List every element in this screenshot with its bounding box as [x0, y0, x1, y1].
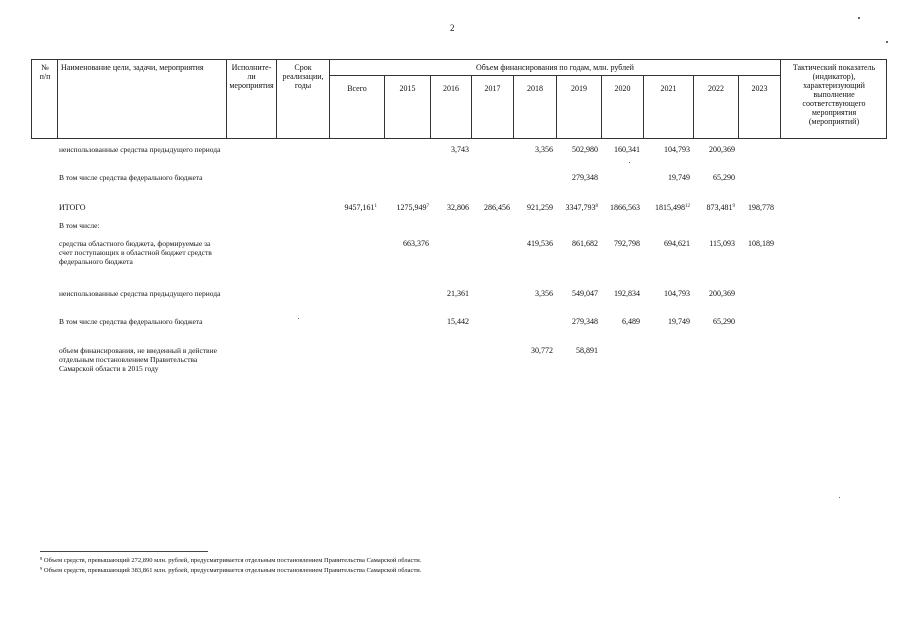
scan-speck [629, 162, 630, 163]
value-number: 9457,161 [344, 203, 375, 212]
page-number: 2 [450, 23, 455, 33]
header-name: Наименование цели, задачи, мероприятия [61, 63, 204, 72]
value-number: 198,778 [748, 203, 774, 212]
value-cell [644, 239, 690, 248]
footnote-reference: 9 [732, 204, 735, 209]
value-cell [507, 203, 553, 212]
value-cell [464, 203, 510, 212]
value-number: 1275,949 [396, 203, 427, 212]
value-number: 3,743 [451, 145, 469, 154]
value-cell [644, 203, 690, 212]
footnote-reference: 7 [426, 204, 429, 209]
row-label: неиспользованные средства предыдущего периода [59, 289, 221, 298]
value-cell [644, 145, 690, 154]
value-cell [552, 346, 598, 355]
value-cell [689, 145, 735, 154]
value-cell [594, 145, 640, 154]
row-label: неиспользованные средства предыдущего периода [59, 145, 221, 154]
value-cell [594, 239, 640, 248]
value-cell [383, 239, 429, 248]
value-number: 3347,793 [565, 203, 596, 212]
value-cell [644, 173, 690, 182]
value-number: 6,489 [622, 317, 640, 326]
header-executor: Исполните- ли мероприятия [229, 63, 274, 90]
value-number: 502,980 [572, 145, 598, 154]
footnote-reference: 1 [374, 204, 377, 209]
row-label: средства областного бюджета, формируемые за счет поступающих в областной бюджет средств федерального бюджета [59, 239, 212, 266]
value-number: 694,621 [664, 239, 690, 248]
value-number: 30,772 [531, 346, 553, 355]
value-number: 1866,563 [610, 203, 640, 212]
header-term: Срок реализации, годы [282, 63, 324, 90]
scan-speck [298, 318, 299, 319]
footnote-mark: 9 [40, 566, 43, 571]
value-number: 921,259 [527, 203, 553, 212]
row-label: В том числе средства федерального бюджета [59, 173, 203, 182]
value-number: 65,290 [713, 317, 735, 326]
row-label: В том числе: [59, 221, 100, 230]
value-number: 115,093 [709, 239, 735, 248]
value-number: 200,369 [709, 289, 735, 298]
value-cell [728, 203, 774, 212]
scan-speck [839, 497, 840, 498]
footnote-separator [40, 551, 208, 552]
value-number: 200,369 [709, 145, 735, 154]
header-year: 2017 [484, 84, 501, 93]
table-header [31, 59, 887, 139]
value-cell [507, 346, 553, 355]
value-cell [689, 289, 735, 298]
header-financing: Объем финансирования по годам, млн. рублей [476, 63, 634, 72]
header-num: № п/п [39, 63, 51, 81]
value-number: 792,798 [614, 239, 640, 248]
footnote-reference: 12 [685, 204, 690, 209]
value-number: 873,481 [706, 203, 733, 212]
footnote-reference: 8 [595, 204, 598, 209]
scan-speck [858, 17, 860, 19]
value-number: 15,442 [447, 317, 469, 326]
header-indicator: Тактический показатель (индикатор), характеризующий выполнение соответствующего мероприятия (мероприятий) [792, 63, 876, 126]
value-cell [644, 289, 690, 298]
value-cell [552, 239, 598, 248]
value-number: 549,047 [572, 289, 598, 298]
value-number: 32,806 [447, 203, 469, 212]
value-cell [552, 173, 598, 182]
value-cell [423, 317, 469, 326]
value-cell [507, 239, 553, 248]
value-number: 58,891 [576, 346, 598, 355]
value-cell [552, 317, 598, 326]
value-cell [594, 203, 640, 212]
value-number: 160,341 [614, 145, 640, 154]
value-cell [552, 289, 598, 298]
row-label: объем финансирования, не введенный в действие отдельным постановлением Правительства Самарской области в 2015 году [59, 346, 217, 373]
value-number: 3,356 [535, 289, 553, 298]
header-year: 2019 [571, 84, 587, 93]
value-number: 65,290 [713, 173, 735, 182]
value-number: 279,348 [572, 317, 598, 326]
scan-speck [886, 41, 888, 43]
value-number: 21,361 [447, 289, 469, 298]
row-label-total: ИТОГО [59, 203, 86, 212]
value-cell [728, 239, 774, 248]
value-cell [594, 317, 640, 326]
value-number: 861,682 [572, 239, 598, 248]
value-number: 104,793 [664, 145, 690, 154]
footnote [40, 556, 421, 564]
value-cell [552, 203, 598, 212]
header-year: 2021 [660, 84, 677, 93]
value-number: 108,189 [748, 239, 774, 248]
header-year: 2022 [708, 84, 724, 93]
value-cell [689, 173, 735, 182]
value-number: 419,536 [527, 239, 553, 248]
header-year: 2023 [751, 84, 768, 93]
footnote-text: Объем средств, превышающий 272,890 млн. рублей, предусматривается отдельным постановлением Правительства Самарской области. [43, 557, 422, 564]
header-year: 2018 [527, 84, 543, 93]
value-cell [552, 145, 598, 154]
footnote-text: Объем средств, превышающий 383,861 млн. рублей, предусматривается отдельным постановлением Правительства Самарской области. [43, 567, 422, 574]
value-number: 3,356 [535, 145, 553, 154]
header-year: 2016 [443, 84, 459, 93]
header-year: 2015 [399, 84, 416, 93]
value-cell [331, 203, 377, 212]
value-cell [423, 145, 469, 154]
value-number: 1815,498 [655, 203, 685, 212]
value-cell [507, 289, 553, 298]
value-cell [423, 289, 469, 298]
value-number: 192,834 [614, 289, 640, 298]
value-number: 279,348 [572, 173, 598, 182]
value-cell [507, 145, 553, 154]
footnote-mark: 8 [40, 556, 43, 561]
value-cell [594, 289, 640, 298]
value-cell [644, 317, 690, 326]
value-number: 286,456 [484, 203, 510, 212]
row-label: В том числе средства федерального бюджета [59, 317, 203, 326]
value-cell [689, 317, 735, 326]
footnote [40, 566, 421, 574]
value-number: 663,376 [403, 239, 429, 248]
value-number: 19,749 [668, 317, 690, 326]
value-cell [423, 203, 469, 212]
header-year: 2020 [614, 84, 631, 93]
value-number: 104,793 [664, 289, 690, 298]
header-total: Всего [347, 84, 367, 93]
value-number: 19,749 [668, 173, 690, 182]
